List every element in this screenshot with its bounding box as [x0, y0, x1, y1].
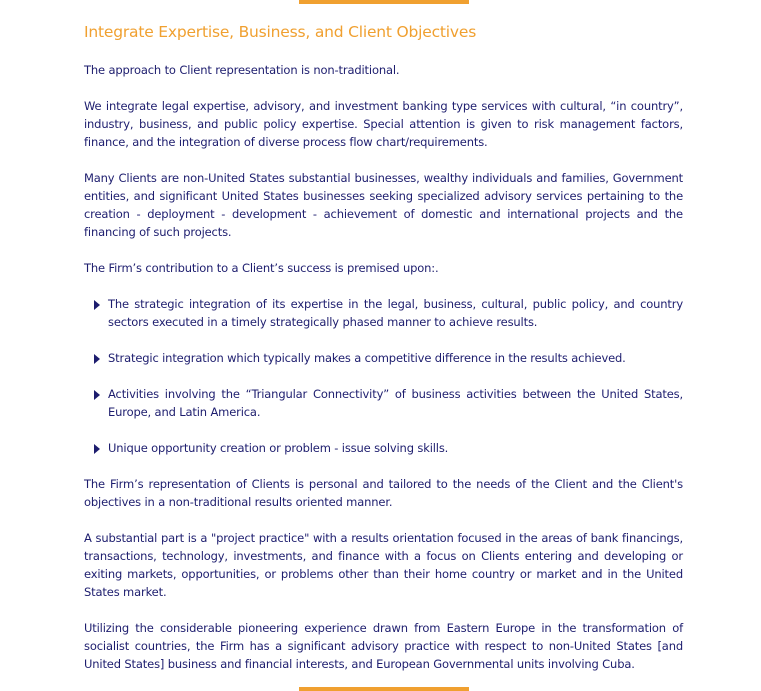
- intro-paragraph: The approach to Client representation is non-traditional.: [84, 63, 400, 77]
- intro-paragraph: Many Clients are non-United States substantial businesses, wealthy individuals and families, Government entities, and significant United States businesses seeking specialized advisory services pertaining to the creation - deployment - development - achievement of domestic and international projects and the financing of such projects.: [84, 171, 683, 239]
- intro-paragraph: We integrate legal expertise, advisory, and investment banking type services with cultural, “in country”, industry, business, and public policy expertise. Special attention is given to risk management factors, finance, and the integration of diverse process flow chart/requirements.: [84, 99, 683, 149]
- list-item: [84, 295, 683, 331]
- triangle-right-icon: [94, 444, 100, 454]
- triangle-right-icon: [94, 390, 100, 400]
- list-item-text: Strategic integration which typically makes a competitive difference in the results achieved.: [108, 351, 626, 365]
- closing-paragraph: Utilizing the considerable pioneering experience drawn from Eastern Europe in the transformation of socialist countries, the Firm has a significant advisory practice with respect to non-United States [and United States] business and financial interests, and European Governmental units involving Cuba.: [84, 621, 683, 671]
- triangle-right-icon: [94, 354, 100, 364]
- top-accent-rule: [299, 0, 469, 4]
- bottom-accent-rule: [299, 687, 469, 691]
- list-item: [84, 349, 683, 367]
- list-item: [84, 385, 683, 421]
- closing-paragraph: The Firm’s representation of Clients is personal and tailored to the needs of the Client and the Client's objectives in a non-traditional results oriented manner.: [84, 477, 683, 509]
- contribution-list: [84, 295, 683, 457]
- page-title: Integrate Expertise, Business, and Client Objectives: [84, 23, 477, 41]
- list-item-text: Unique opportunity creation or problem - issue solving skills.: [108, 441, 449, 455]
- main-content: [84, 20, 683, 691]
- intro-paragraph: The Firm’s contribution to a Client’s success is premised upon:.: [84, 261, 439, 275]
- closing-paragraph: A substantial part is a "project practice" with a results orientation focused in the areas of bank financings, transactions, technology, investments, and finance with a focus on Clients entering and developing or exiting markets, opportunities, or problems other than their home country or market and in the United States market.: [84, 531, 683, 599]
- list-item-text: Activities involving the “Triangular Connectivity” of business activities between the United States, Europe, and Latin America.: [108, 387, 683, 419]
- list-item-text: The strategic integration of its expertise in the legal, business, cultural, public policy, and country sectors executed in a timely strategically phased manner to achieve results.: [108, 297, 683, 329]
- triangle-right-icon: [94, 300, 100, 310]
- list-item: [84, 439, 683, 457]
